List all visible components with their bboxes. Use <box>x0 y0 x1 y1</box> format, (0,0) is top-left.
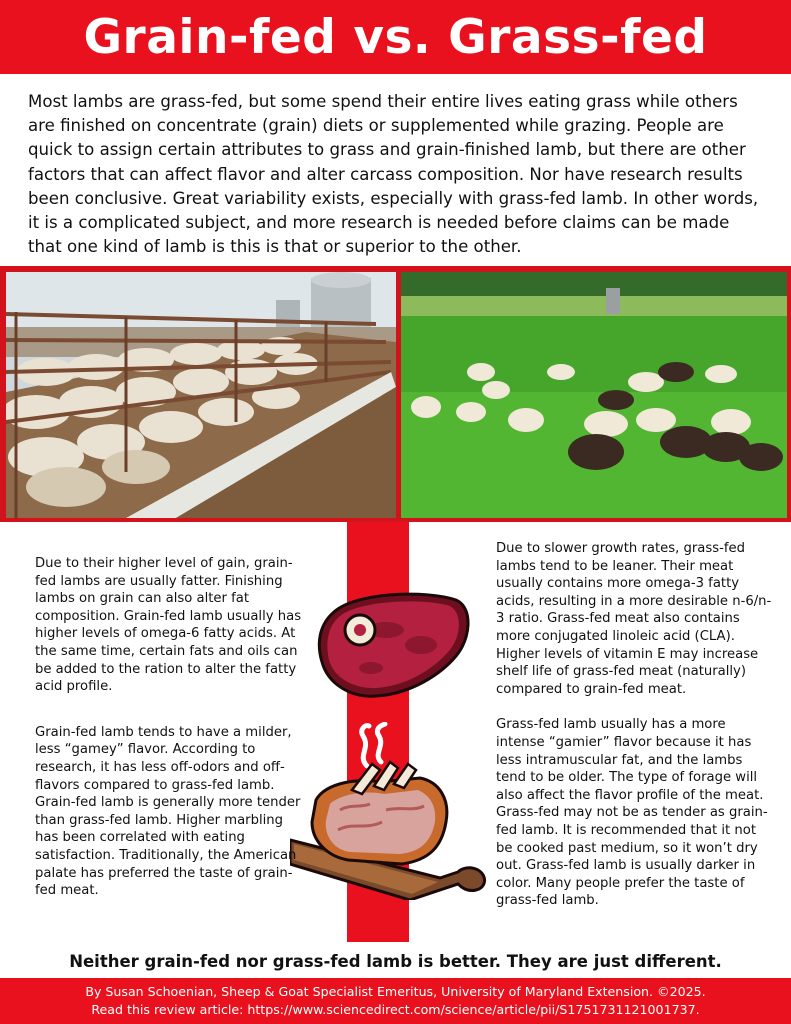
grain-fed-column <box>35 555 305 900</box>
footer-banner <box>0 978 791 1024</box>
grass-fed-flavor-paragraph: Grass-fed lamb usually has a more intense “gamier” flavor because it has less intramuscular fat, and the lambs tend to be older. The type of forage will also affect the flavor profile of the meat. Grass-fed may not be as tender as grain-fed lamb. It is recommended that it not be cooked past medium, so it won’t dry out. Grass-fed lamb is usually darker in color. Many people prefer the taste of grass-fed lamb. <box>496 717 768 909</box>
title-banner <box>0 0 791 74</box>
intro-paragraph: Most lambs are grass-fed, but some spend their entire lives eating grass while others are finished on concentrate (grain) diets or supplemented while grazing. People are quick to assign certain attributes to grass and grain-finished lamb, but there are other factors that can affect flavor and alter carcass composition. Nor have research results been conclusive. Great variability exists, especially with grass-fed lamb. In other words, it is a complicated subject, and more research is needed before claims can be made that one kind of lamb is this is that or superior to the other. <box>28 92 759 257</box>
photo-strip <box>0 266 791 522</box>
conclusion-tagline: Neither grain-fed nor grass-fed lamb is better. They are just different. <box>69 952 722 971</box>
page-title: Grain-fed vs. Grass-fed <box>83 9 708 65</box>
raw-lamb-chop-icon <box>316 590 474 702</box>
author-credit: By Susan Schoenian, Sheep & Goat Specialist Emeritus, University of Maryland Extension. ©2025. <box>85 984 706 999</box>
article-link[interactable]: Read this review article: https://www.sciencedirect.com/science/article/pii/S1751731121001737. <box>91 1002 700 1017</box>
grass-fed-lean-paragraph: Due to slower growth rates, grass-fed lambs tend to be leaner. Their meat usually contains more omega-3 fatty acids, resulting in a more desirable n-6/n-3 ratio. Grass-fed meat also contains more conjugated linoleic acid (CLA). Higher levels of vitamin E may increase shelf life of grass-fed meat (naturally) compared to grain-fed meat. <box>496 541 772 697</box>
rack-of-lamb-icon <box>290 760 490 900</box>
feedlot-lambs-photo <box>6 272 396 518</box>
grazing-lambs-photo <box>401 272 787 518</box>
grain-fed-fat-paragraph: Due to their higher level of gain, grain-fed lambs are usually fatter. Finishing lambs on grain can also alter fat composition. Grain-fed lamb usually has higher levels of omega-6 fatty acids. At the same time, certain fats and oils can be added to the ration to alter the fatty acid profile. <box>35 556 302 695</box>
grain-fed-flavor-paragraph: Grain-fed lamb tends to have a milder, less “gamey” flavor. According to research, it has less off-odors and off-flavors compared to grass-fed lamb. Grain-fed lamb is generally more tender than grass-fed lamb. Higher marbling has been correlated with eating satisfaction. Traditionally, the American palate has preferred the taste of grain-fed meat. <box>35 724 301 899</box>
grass-fed-column <box>496 540 774 910</box>
